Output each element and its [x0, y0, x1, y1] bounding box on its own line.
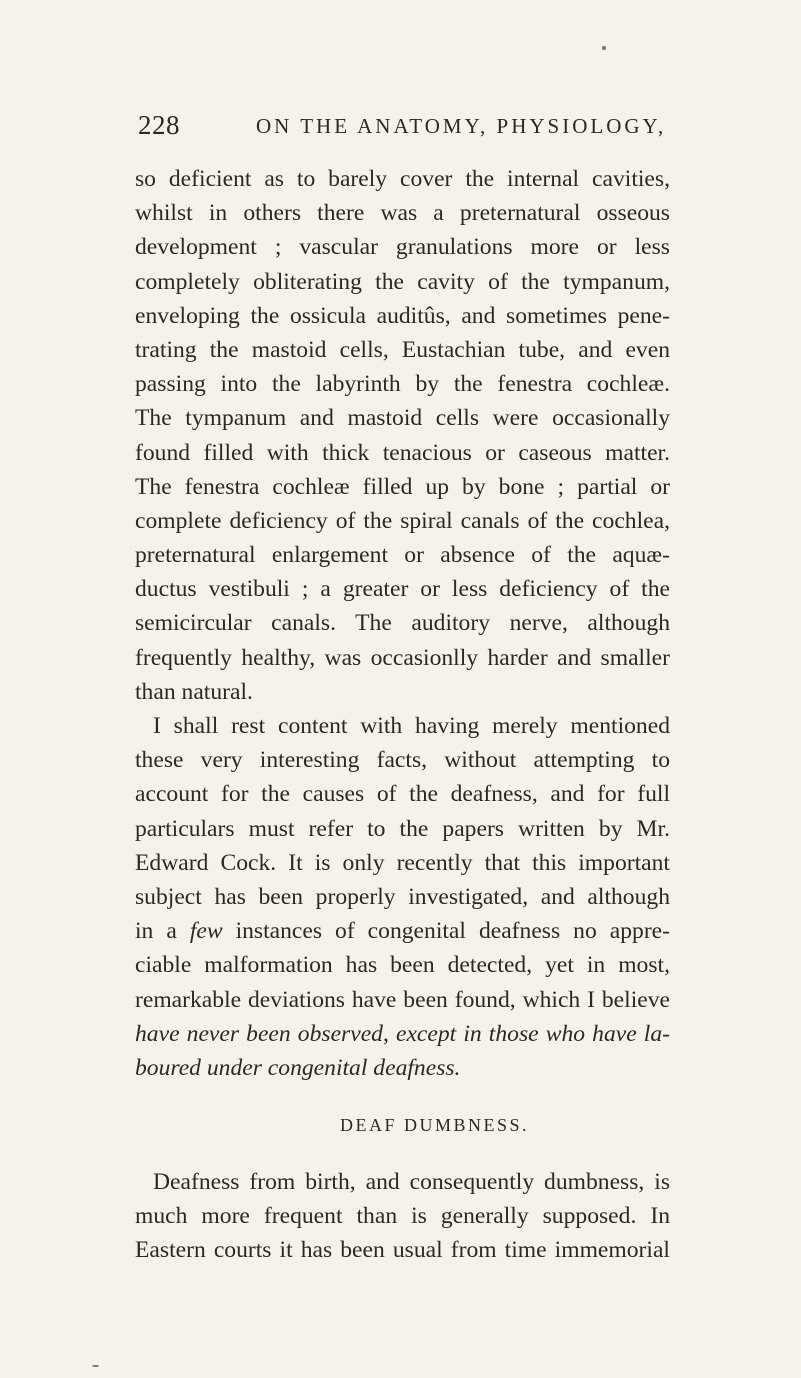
text-line: passing into the labyrinth by the fenestra cochleæ. [135, 371, 670, 398]
italic-run: have never been observed [135, 1020, 383, 1047]
text-line: found filled with thick tenacious or caseous matter. [135, 439, 670, 466]
text-line [135, 1051, 670, 1085]
text-line: completely obliterating the cavity of the tympanum, [135, 268, 670, 295]
text-line: preternatural enlargement or absence of the aquæ- [135, 542, 670, 569]
text-line: whilst in others there was a preternatural osseous [135, 200, 670, 227]
text-line: enveloping the ossicula auditûs, and sometimes pene- [135, 302, 670, 329]
text-line: trating the mastoid cells, Eustachian tube, and even [135, 336, 670, 363]
text-run: , [382, 1020, 396, 1047]
text-line: these very interesting facts, without attempting to [135, 747, 670, 774]
italic-run: few [189, 918, 223, 945]
text-line [135, 1017, 670, 1051]
text-line: complete deficiency of the spiral canals of the cochlea, [135, 507, 670, 534]
body-text [135, 1165, 670, 1268]
text-line: so deficient as to barely cover the internal cavities, [135, 166, 670, 192]
text-line: than natural. [135, 678, 253, 705]
body-text [135, 162, 670, 1085]
text-line: much more frequent than is generally supposed. In [135, 1203, 670, 1230]
text-line: I shall rest content with having merely mentioned [153, 713, 670, 739]
text-line: ciable malformation has been detected, yet in most, [135, 952, 670, 979]
running-title: ON THE ANATOMY, PHYSIOLOGY, [256, 114, 667, 138]
text-line: frequently healthy, was occasionlly harder and smaller [135, 644, 670, 671]
text-line: The fenestra cochleæ filled up by bone ; partial or [135, 473, 670, 500]
text-line: Deafness from birth, and consequently dumbness, is [153, 1169, 670, 1195]
text-line: semicircular canals. The auditory nerve, although [135, 610, 670, 637]
text-line: account for the causes of the deafness, and for full [135, 781, 670, 808]
italic-run: except in those who have la- [395, 1020, 670, 1047]
text-line: Edward Cock. It is only recently that this important [135, 849, 670, 876]
running-head [138, 110, 668, 146]
text-line: remarkable deviations have been found, which I believe [135, 986, 670, 1013]
text-line: subject has been properly investigated, and although [135, 883, 670, 910]
ink-speck [92, 1365, 99, 1367]
text-line [135, 914, 670, 948]
text-line: The tympanum and mastoid cells were occasionally [135, 405, 670, 432]
text-line: particulars must refer to the papers written by Mr. [135, 815, 670, 842]
text-run: instances of congenital deafness no appre- [222, 918, 671, 945]
section-heading: DEAF DUMBNESS. [340, 1115, 530, 1135]
italic-run: boured under congenital deafness. [135, 1054, 461, 1081]
text-line: ductus vestibuli ; a greater or less deficiency of the [135, 576, 670, 603]
text-line: development ; vascular granulations more or less [135, 234, 670, 261]
text-line: Eastern courts it has been usual from time immemorial [135, 1237, 670, 1264]
page-number: 228 [138, 110, 180, 140]
text-run: in a [135, 918, 190, 945]
ink-speck [602, 46, 606, 50]
